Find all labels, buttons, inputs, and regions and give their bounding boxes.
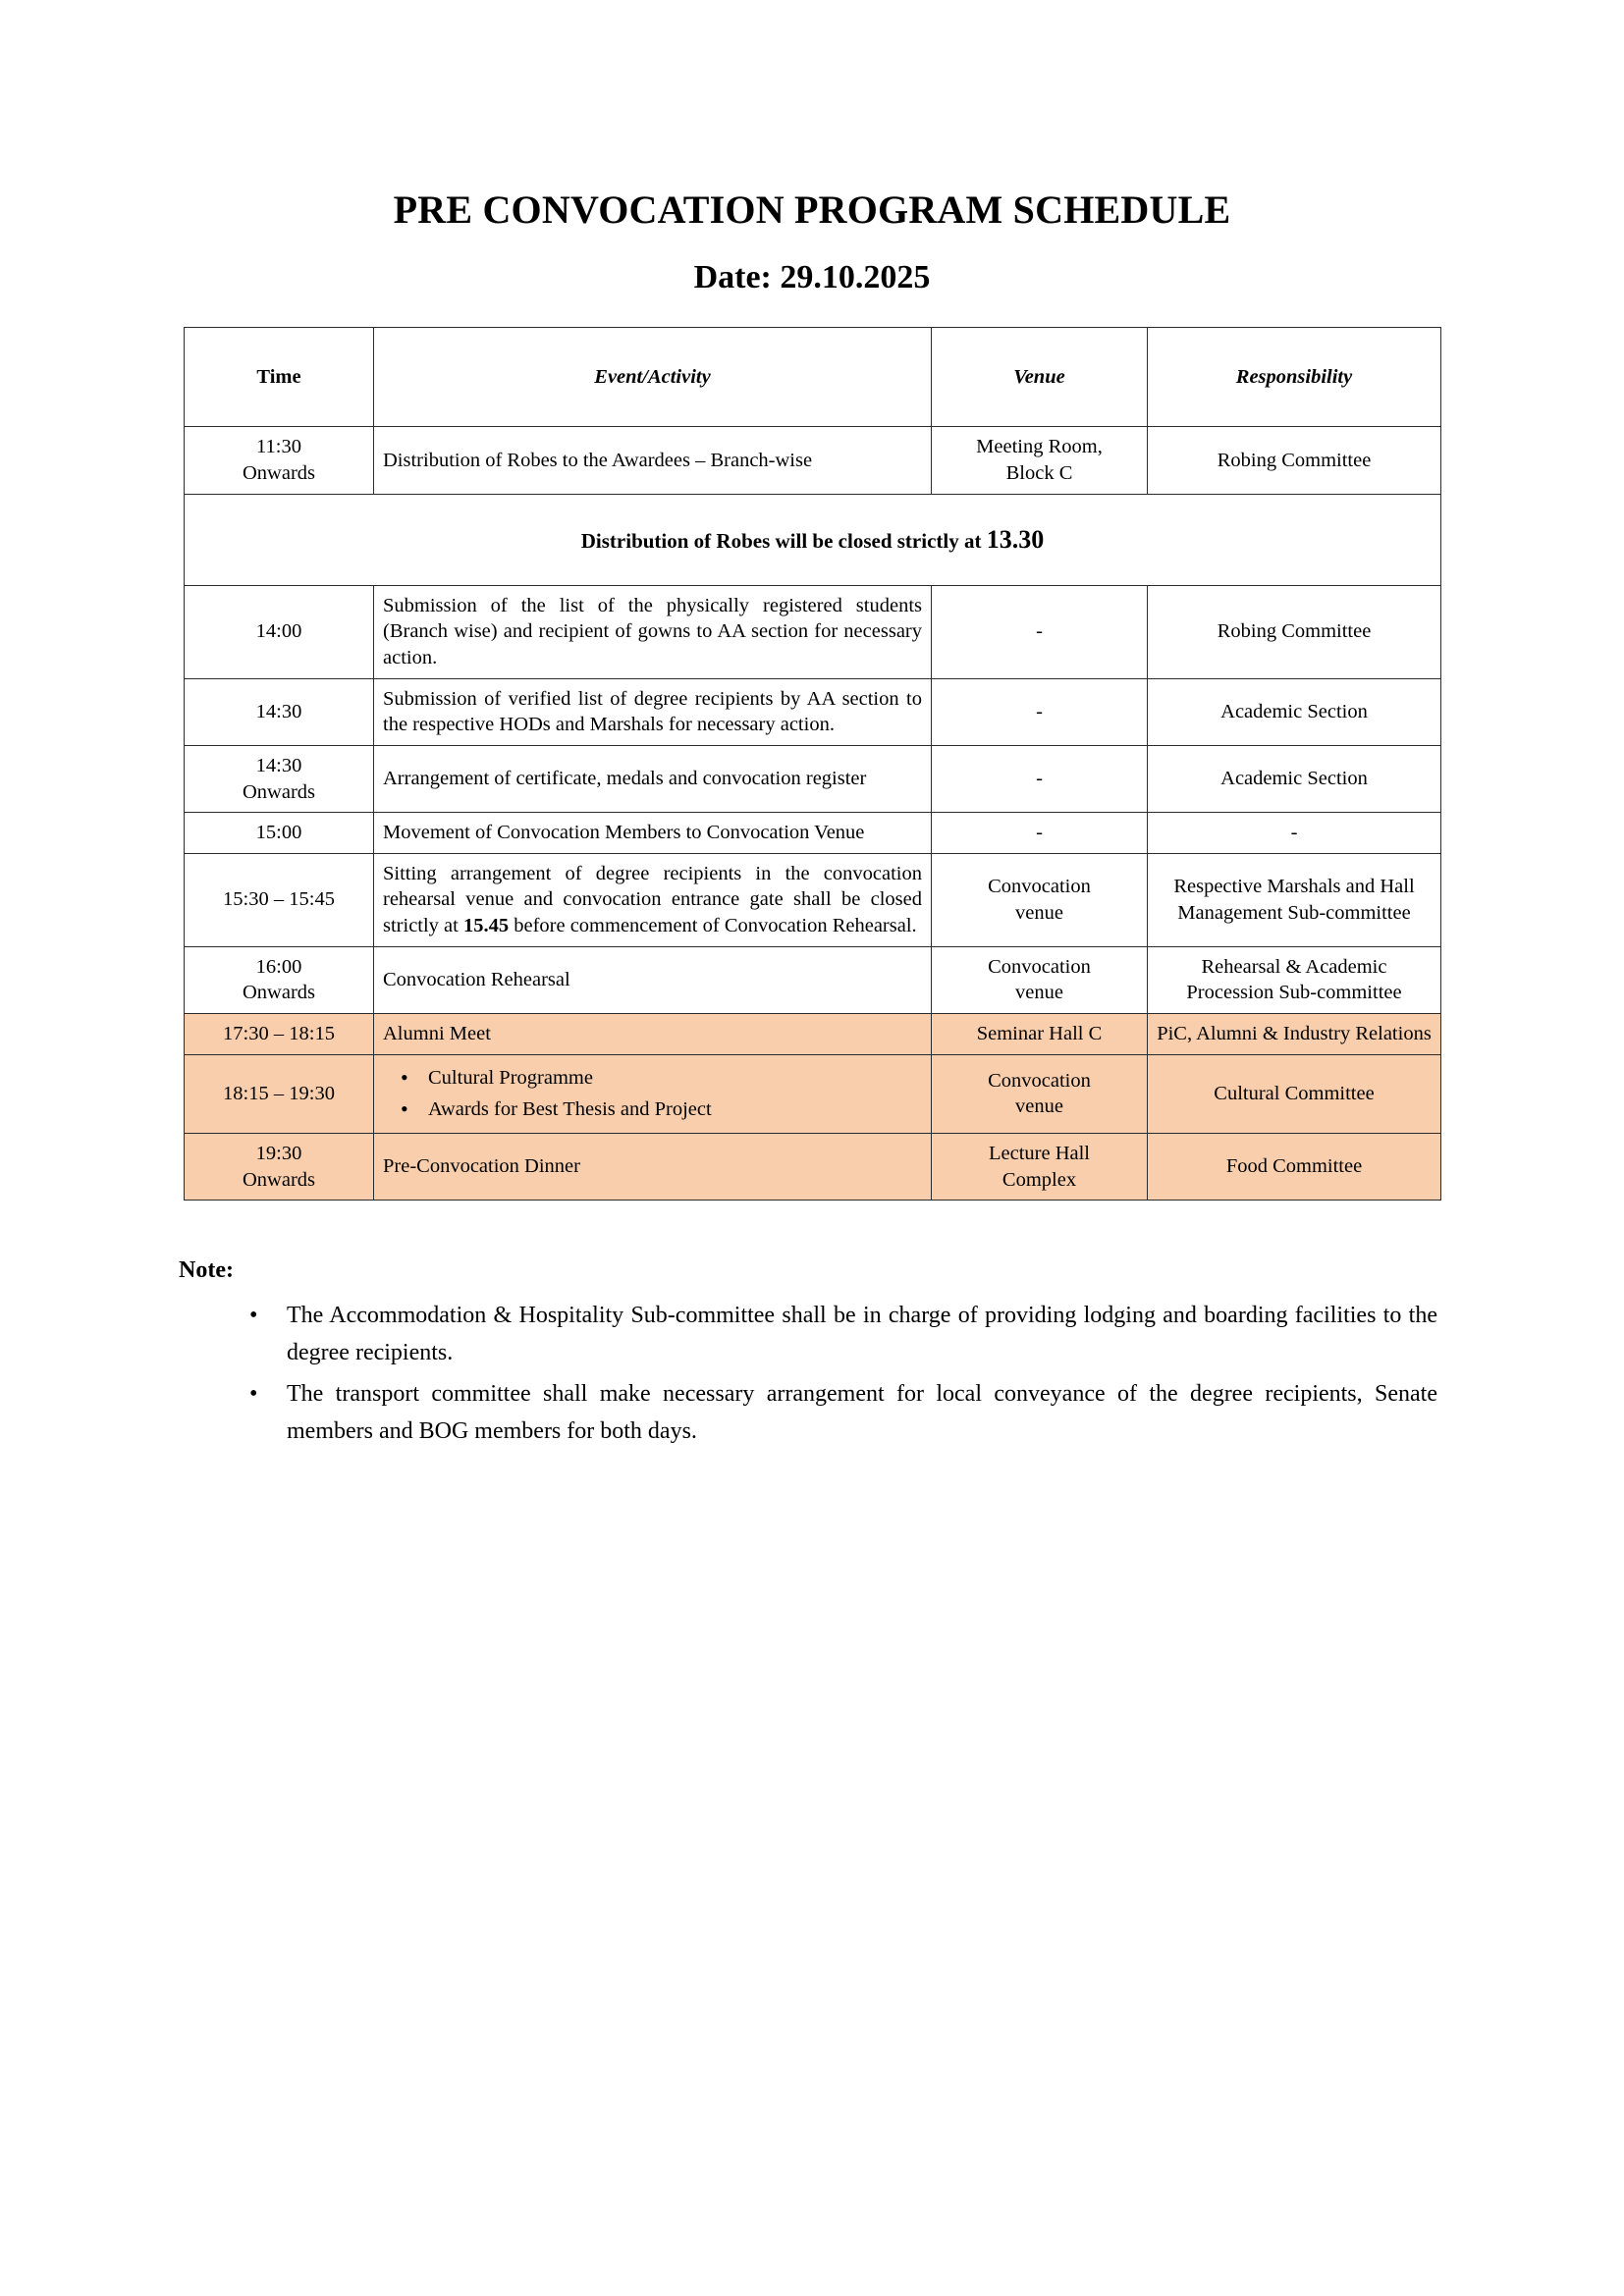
time-line-1: 19:30	[255, 1142, 302, 1164]
cell-time: 15:00	[185, 813, 374, 854]
cell-responsibility: Academic Section	[1148, 745, 1441, 812]
column-header-event: Event/Activity	[374, 328, 932, 427]
venue-line-2: venue	[1015, 982, 1063, 1004]
note-section	[169, 1201, 1455, 1455]
venue-line-2: venue	[1015, 1095, 1063, 1118]
cell-time: 14:30	[185, 678, 374, 745]
venue-line-1: Convocation	[988, 1069, 1091, 1092]
time-line-2: Onwards	[242, 1168, 315, 1191]
cell-event: Convocation Rehearsal	[374, 946, 932, 1013]
time-line-2: Onwards	[242, 780, 315, 803]
event-bullet-list	[383, 1062, 922, 1126]
table-row-highlighted	[185, 1133, 1441, 1200]
closing-notice-time: 13.30	[986, 524, 1045, 554]
cell-venue	[932, 1054, 1148, 1133]
table-row	[185, 853, 1441, 946]
cell-time	[185, 427, 374, 494]
cell-venue: -	[932, 585, 1148, 678]
table-row	[185, 427, 1441, 494]
cell-time: 15:30 – 15:45	[185, 853, 374, 946]
cell-time	[185, 946, 374, 1013]
cell-time: 18:15 – 19:30	[185, 1054, 374, 1133]
cell-venue: Seminar Hall C	[932, 1014, 1148, 1055]
cell-responsibility: -	[1148, 813, 1441, 854]
cell-time	[185, 1133, 374, 1200]
note-label: Note:	[179, 1257, 234, 1284]
time-line-1: 16:00	[255, 955, 302, 978]
venue-line-1: Lecture Hall	[988, 1142, 1090, 1164]
schedule-table-container	[184, 295, 1440, 1201]
cell-responsibility: Robing Committee	[1148, 585, 1441, 678]
page-title: PRE CONVOCATION PROGRAM SCHEDULE	[393, 187, 1231, 232]
cell-responsibility: Food Committee	[1148, 1133, 1441, 1200]
venue-line-1: Convocation	[988, 876, 1091, 898]
column-header-venue: Venue	[932, 328, 1148, 427]
cell-event: Pre-Convocation Dinner	[374, 1133, 932, 1200]
table-row	[185, 813, 1441, 854]
venue-line-2: venue	[1015, 901, 1063, 924]
table-row	[185, 745, 1441, 812]
cell-time: 17:30 – 18:15	[185, 1014, 374, 1055]
cell-responsibility: PiC, Alumni & Industry Relations	[1148, 1014, 1441, 1055]
venue-line-1: Convocation	[988, 955, 1091, 978]
cell-venue: -	[932, 813, 1148, 854]
cell-event: Alumni Meet	[374, 1014, 932, 1055]
time-line-1: 14:30	[255, 754, 302, 776]
table-row	[185, 678, 1441, 745]
list-item: • Cultural Programme	[428, 1062, 922, 1095]
cell-venue: -	[932, 678, 1148, 745]
venue-line-2: Block C	[1005, 462, 1073, 485]
document-date: Date: 29.10.2025	[693, 259, 931, 295]
list-item: • Awards for Best Thesis and Project	[428, 1094, 922, 1126]
cell-venue	[932, 427, 1148, 494]
venue-line-1: Meeting Room,	[976, 436, 1103, 458]
schedule-table	[184, 327, 1441, 1201]
table-row	[185, 585, 1441, 678]
table-row	[185, 946, 1441, 1013]
column-header-time: Time	[185, 328, 374, 427]
table-body	[185, 427, 1441, 1201]
cell-event: Arrangement of certificate, medals and convocation register	[374, 745, 932, 812]
venue-line-2: Complex	[1001, 1168, 1077, 1191]
closing-notice-text: Distribution of Robes will be closed strictly at	[580, 528, 987, 553]
cell-time: 14:00	[185, 585, 374, 678]
cell-venue	[932, 946, 1148, 1013]
cell-event	[374, 853, 932, 946]
cell-venue	[932, 853, 1148, 946]
cell-event: Submission of verified list of degree recipients by AA section to the respective HODs and Marshals for necessary action.	[374, 678, 932, 745]
note-list	[169, 1298, 1455, 1455]
cell-event: Submission of the list of the physically registered students (Branch wise) and recipient of gowns to AA section for necessary action.	[374, 585, 932, 678]
table-row-highlighted	[185, 1014, 1441, 1055]
table-row-merged-notice	[185, 494, 1441, 585]
column-header-responsibility: Responsibility	[1148, 328, 1441, 427]
table-row-highlighted	[185, 1054, 1441, 1133]
cell-time	[185, 745, 374, 812]
cell-closing-notice	[185, 494, 1441, 585]
cell-responsibility: Respective Marshals and Hall Management Sub-committee	[1148, 853, 1441, 946]
list-item: • The transport committee shall make necessary arrangement for local conveyance of the degree recipients, Senate members and BOG members for both days.	[287, 1376, 1455, 1455]
table-header-row	[185, 328, 1441, 427]
cell-responsibility: Robing Committee	[1148, 427, 1441, 494]
time-line-2: Onwards	[242, 462, 315, 485]
event-text-part-1: Sitting arrangement of degree recipients in the convocation rehearsal venue and convocation entrance gate shall be closed strictly at	[383, 862, 922, 937]
time-line-1: 11:30	[256, 436, 301, 458]
event-text-part-2: before commencement of Convocation Rehearsal.	[509, 915, 917, 937]
cell-responsibility: Cultural Committee	[1148, 1054, 1441, 1133]
cell-event	[374, 1054, 932, 1133]
event-emphasis-time: 15.45	[462, 915, 510, 937]
list-item: • The Accommodation & Hospitality Sub-committee shall be in charge of providing lodging and boarding facilities to the degree recipients.	[287, 1298, 1455, 1376]
cell-venue	[932, 1133, 1148, 1200]
cell-responsibility: Rehearsal & Academic Procession Sub-committee	[1148, 946, 1441, 1013]
cell-responsibility: Academic Section	[1148, 678, 1441, 745]
table-header	[185, 328, 1441, 427]
time-line-2: Onwards	[242, 982, 315, 1004]
cell-event: Movement of Convocation Members to Convocation Venue	[374, 813, 932, 854]
cell-venue: -	[932, 745, 1148, 812]
cell-event: Distribution of Robes to the Awardees – Branch-wise	[374, 427, 932, 494]
